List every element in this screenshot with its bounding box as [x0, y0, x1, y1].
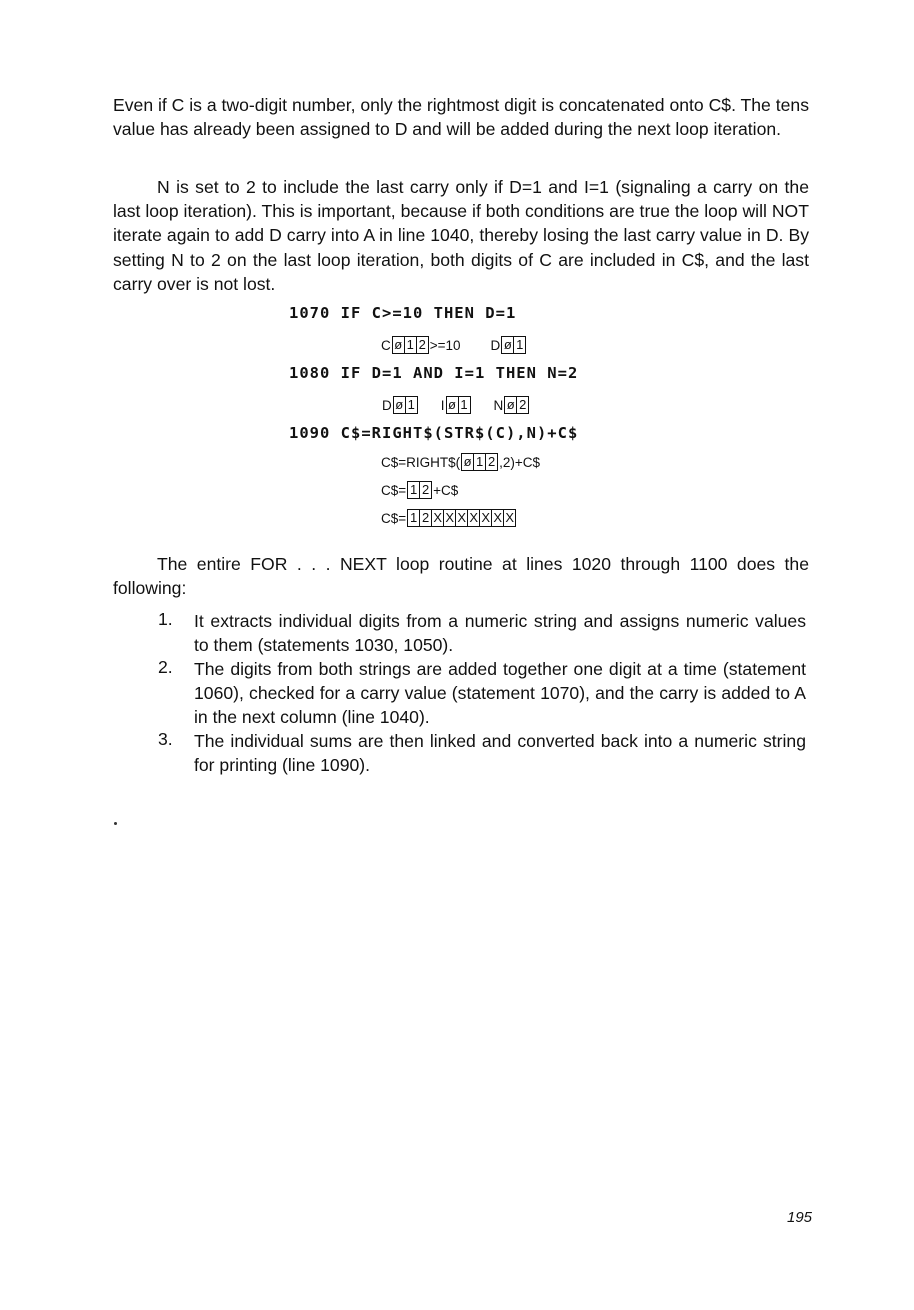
digit-box: ø: [447, 397, 459, 413]
trace-suffix: ,2)+C$: [499, 454, 541, 470]
digit-box: X: [456, 510, 468, 526]
digit-boxes: [504, 396, 529, 414]
digit-box: 2: [519, 397, 527, 412]
digit-box: ø: [394, 397, 406, 413]
list-item: The individual sums are then linked and converted back into a numeric string for printing (line 1090).: [194, 731, 806, 776]
digit-box: ø: [462, 454, 474, 470]
trace-1080: [382, 396, 530, 414]
digit-box: 1: [474, 454, 486, 470]
digit-box: 1: [408, 510, 420, 526]
stray-mark: [114, 822, 117, 825]
code-line-1090: 1090 C$=RIGHT$(STR$(C),N)+C$: [289, 424, 579, 442]
trace-prefix: C$=: [381, 482, 407, 498]
digit-boxes: [501, 336, 526, 354]
digit-box: X: [432, 510, 444, 526]
trace-1090-step3: [381, 509, 517, 527]
trace-1070: [381, 336, 527, 354]
trace-label: N: [493, 397, 504, 413]
digit-box: X: [444, 510, 456, 526]
trace-1090-step2: [381, 481, 458, 499]
digit-box: 1: [408, 482, 420, 498]
trace-prefix: C$=: [381, 510, 407, 526]
digit-boxes: [461, 453, 498, 471]
digit-box: 1: [460, 397, 468, 412]
digit-box: X: [492, 510, 504, 526]
trace-compare: >=10: [429, 337, 461, 353]
digit-box: X: [480, 510, 492, 526]
digit-box: 1: [405, 337, 417, 353]
list-number: 2.: [158, 657, 173, 677]
digit-boxes: [393, 396, 418, 414]
list-number: 1.: [158, 609, 173, 629]
code-line-1070: 1070 IF C>=10 THEN D=1: [289, 304, 517, 322]
paragraph-loop-summary: The entire FOR . . . NEXT loop routine at lines 1020 through 1100 does the following:: [113, 554, 809, 599]
digit-box: 2: [488, 454, 496, 469]
trace-prefix: C$=RIGHT$(: [381, 454, 461, 470]
digit-box: 2: [420, 510, 432, 526]
digit-box: 1: [516, 337, 524, 352]
digit-box: X: [468, 510, 480, 526]
trace-label: C: [381, 337, 391, 353]
paragraph-intro: Even if C is a two-digit number, only the rightmost digit is concatenated onto C$. The tens value has already been assigned to D and will be added during the next loop iteration.: [113, 95, 809, 140]
paragraph-carry-explanation: N is set to 2 to include the last carry only if D=1 and I=1 (signaling a carry on the last loop iteration). This is important, because if both conditions are true the loop will NOT iterate again to add D carry into A in line 1040, thereby losing the last carry value in D. By setting N to 2 on the last loop iteration, both digits of C are included in C$, and the last carry over is not lost.: [113, 177, 809, 294]
page-number: 195: [787, 1209, 813, 1226]
list-item: It extracts individual digits from a numeric string and assigns numeric values to them (statements 1030, 1050).: [194, 611, 806, 656]
code-line-1080: 1080 IF D=1 AND I=1 THEN N=2: [289, 364, 579, 382]
digit-boxes: [446, 396, 471, 414]
digit-box: 1: [407, 397, 415, 412]
trace-label: D: [490, 337, 501, 353]
digit-box: ø: [505, 397, 517, 413]
digit-box: ø: [393, 337, 405, 353]
trace-label: I: [440, 397, 445, 413]
trace-label: D: [382, 397, 392, 413]
digit-boxes: [392, 336, 429, 354]
trace-suffix: +C$: [433, 482, 459, 498]
trace-1090-step1: [381, 453, 540, 471]
list-number: 3.: [158, 729, 173, 749]
list-item: The digits from both strings are added together one digit at a time (statement 1060), checked for a carry value (statement 1070), and the carry is added to A in the next column (line 1040).: [194, 659, 806, 728]
digit-boxes: [407, 481, 432, 499]
digit-box: X: [505, 510, 514, 525]
digit-box: 2: [418, 337, 426, 352]
digit-boxes: [407, 509, 516, 527]
digit-box: 2: [422, 482, 430, 497]
digit-box: ø: [502, 337, 514, 353]
